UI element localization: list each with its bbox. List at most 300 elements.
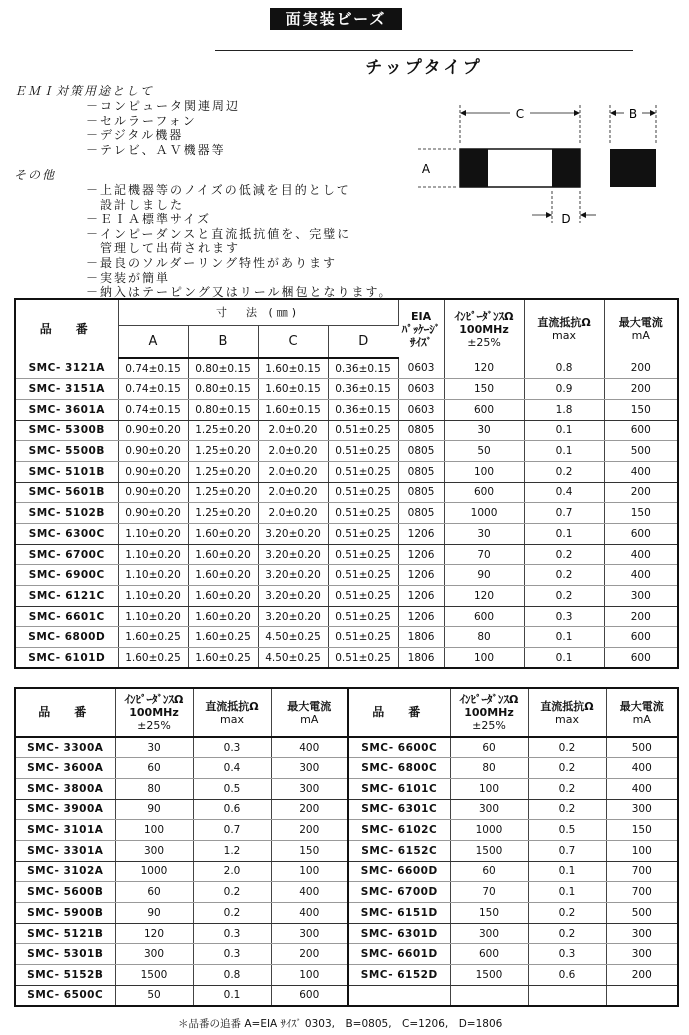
table-cell: 0.51±0.25	[328, 461, 398, 482]
part-number-cell: SMC- 5101B	[15, 461, 118, 482]
table-cell: 600	[444, 482, 524, 503]
table-cell: 1206	[398, 565, 444, 586]
part-number-cell: SMC- 5301B	[15, 944, 115, 965]
table-cell: 0.90±0.20	[118, 482, 188, 503]
table-row	[15, 482, 678, 503]
table-cell: 4.50±0.25	[258, 648, 328, 669]
table-cell: 0.1	[524, 420, 604, 441]
part-number-cell: SMC- 5600B	[15, 882, 115, 903]
table-cell: 100	[444, 648, 524, 669]
table-cell: 0.5	[528, 820, 606, 841]
table-cell: 300	[606, 923, 678, 944]
table-cell: 500	[606, 737, 678, 758]
table-cell: 600	[630, 651, 651, 664]
emi-heading: ＥＭＩ対策用途として	[14, 84, 155, 98]
table-cell: 0.51±0.25	[328, 441, 398, 462]
part-number-cell: SMC- 6600C	[348, 737, 450, 758]
table-row	[15, 758, 678, 779]
table-cell: 150	[444, 379, 524, 400]
table-cell: 1.8	[524, 399, 604, 420]
table-cell: 0.1	[528, 882, 606, 903]
table-cell: 3.20±0.20	[258, 524, 328, 545]
part-number-cell: SMC- 3900A	[15, 799, 115, 820]
table-row	[15, 840, 678, 861]
table-cell: 300	[271, 778, 348, 799]
table-cell: 90	[115, 799, 193, 820]
table-cell: 400	[271, 737, 348, 758]
table-cell: 200	[271, 944, 348, 965]
table-row	[15, 441, 678, 462]
table-cell: 0.51±0.25	[328, 544, 398, 565]
table-row	[15, 737, 678, 758]
cur-right-line1: 最大電流	[619, 699, 664, 713]
table-row	[15, 399, 678, 420]
table-cell: 70	[444, 544, 524, 565]
feature-item: －上記機器等のノイズの低減を目的として	[86, 183, 351, 197]
table-cell: 0.4	[193, 758, 271, 779]
col-dc-resistance-left	[193, 688, 271, 737]
part-number-cell: SMC- 6900C	[15, 565, 118, 586]
table-cell: 200	[606, 965, 678, 986]
table-cell: 0.74±0.15	[118, 399, 188, 420]
part-number-cell: SMC- 3102A	[15, 861, 115, 882]
table-cell: 400	[606, 778, 678, 799]
table-cell: 1.60±0.20	[188, 606, 258, 627]
imp-right-line1: ｲﾝﾋﾟｰﾀﾞﾝｽΩ	[459, 693, 519, 706]
col-max-current	[604, 299, 678, 358]
table-cell: 0.2	[528, 758, 606, 779]
chip-right-terminal	[552, 149, 580, 187]
part-number-cell: SMC- 6301D	[348, 923, 450, 944]
table-cell: 60	[450, 737, 528, 758]
table-cell: 600	[444, 606, 524, 627]
table-cell: 600	[604, 420, 678, 441]
table-cell: 2.0±0.20	[258, 482, 328, 503]
table-cell: 30	[444, 524, 524, 545]
table-row	[15, 420, 678, 441]
table-cell: 50	[115, 985, 193, 1006]
cur-right-line2: mA	[632, 712, 651, 726]
part-number-cell: SMC- 6700C	[15, 544, 118, 565]
table-cell: 2.0±0.20	[258, 503, 328, 524]
dim-label-d: D	[561, 212, 571, 226]
table-cell: 0.36±0.15	[328, 358, 398, 379]
table-cell: 1.60±0.25	[118, 627, 188, 648]
dcr-line1: 直流抵抗Ω	[537, 316, 591, 329]
imp-left-line3: ±25%	[137, 719, 171, 732]
dcr-line2: max	[552, 329, 577, 342]
part-number-cell: SMC- 6700D	[348, 882, 450, 903]
table-cell: 120	[444, 358, 524, 379]
spec-table-impedance	[14, 687, 679, 1007]
part-number-cell: SMC- 5601B	[15, 482, 118, 503]
table-cell: 0.8	[193, 965, 271, 986]
table-cell: 1.10±0.20	[118, 565, 188, 586]
table-cell: 0.3	[524, 606, 604, 627]
table-cell: 0.36±0.15	[328, 399, 398, 420]
table-cell: 2.0±0.20	[258, 441, 328, 462]
imp-line1: ｲﾝﾋﾟｰﾀﾞﾝｽΩ	[454, 309, 514, 323]
part-number-cell: SMC- 6101D	[15, 648, 118, 669]
feature-item: －インピーダンスと直流抵抗値を、完璧に	[86, 226, 352, 241]
table-cell: 0.2	[524, 544, 604, 565]
table-cell: 1.10±0.20	[118, 586, 188, 607]
table-cell: 0.3	[193, 737, 271, 758]
table-cell: 1806	[398, 627, 444, 648]
table-cell: 3.20±0.20	[258, 544, 328, 565]
imp-left-line1: ｲﾝﾋﾟｰﾀﾞﾝｽΩ	[124, 693, 184, 706]
table-cell: 600	[444, 399, 524, 420]
table-cell: 600	[271, 985, 348, 1006]
table-row	[15, 503, 678, 524]
table-cell: 500	[604, 441, 678, 462]
table-cell: 1.60±0.15	[258, 379, 328, 400]
table-cell: 3.20±0.20	[258, 565, 328, 586]
table-cell: 400	[604, 544, 678, 565]
table-cell: 0.8	[524, 358, 604, 379]
part-number-cell: SMC- 3301A	[15, 840, 115, 861]
table-row	[15, 461, 678, 482]
table-cell: 1000	[450, 820, 528, 841]
table-cell: 0.80±0.15	[188, 379, 258, 400]
table-cell: 0.74±0.15	[118, 379, 188, 400]
cur-line2: mA	[631, 329, 650, 342]
table-cell: 1000	[115, 861, 193, 882]
imp-line2: 100MHz	[459, 322, 509, 336]
table-cell: 0.5	[193, 778, 271, 799]
table-cell: 0.51±0.25	[328, 586, 398, 607]
table-cell: 300	[115, 840, 193, 861]
table-row	[15, 524, 678, 545]
table-cell: 0.74±0.15	[118, 358, 188, 379]
col-eia-size	[398, 299, 444, 358]
cur-left-line1: 最大電流	[287, 699, 332, 713]
table-cell: 0.3	[193, 923, 271, 944]
table-cell: 0.2	[528, 737, 606, 758]
table-cell: 1206	[398, 524, 444, 545]
table-cell: 0.2	[524, 586, 604, 607]
table-cell: 100	[271, 965, 348, 986]
col-part-number-right: 品 番	[348, 688, 450, 737]
cur-left-line2: mA	[300, 712, 319, 726]
table-cell: 100	[606, 840, 678, 861]
dcr-right-line2: max	[555, 712, 579, 726]
table-cell: 0.9	[524, 379, 604, 400]
table-cell: 1500	[450, 965, 528, 986]
table-cell: 300	[271, 758, 348, 779]
table-cell: 600	[450, 944, 528, 965]
table-cell: 0.1	[524, 441, 604, 462]
table-cell: 100	[271, 861, 348, 882]
table-cell: 300	[115, 944, 193, 965]
table-cell: 0603	[398, 358, 444, 379]
table-cell: 0.1	[193, 985, 271, 1006]
table-cell: 80	[444, 627, 524, 648]
table-cell: 0.3	[193, 944, 271, 965]
table-cell: 1.60±0.20	[188, 565, 258, 586]
table-cell: 0603	[398, 379, 444, 400]
col-dim-c: C	[258, 325, 328, 358]
table-cell: 1.25±0.20	[188, 441, 258, 462]
table-cell	[528, 985, 606, 1006]
table-cell: 0805	[398, 420, 444, 441]
eia-line1: EIA	[410, 309, 432, 323]
table-cell: 0603	[398, 399, 444, 420]
table-cell: 30	[444, 420, 524, 441]
table-cell: 1.2	[193, 840, 271, 861]
table-row	[15, 606, 678, 627]
col-dimensions: 寸 法 (㎜)	[118, 299, 398, 325]
table-cell: 3.20±0.20	[258, 586, 328, 607]
table-cell: 1500	[115, 965, 193, 986]
table-cell: 60	[115, 882, 193, 903]
table-cell: 150	[604, 503, 678, 524]
table-cell: 700	[606, 882, 678, 903]
table-cell: 1806	[398, 648, 444, 669]
imp-right-line2: 100MHz	[464, 706, 514, 719]
dim-label-b: B	[628, 107, 638, 121]
eia-line2: ﾊﾟｯｹｰｼﾞ	[401, 322, 441, 336]
table-cell: 100	[444, 461, 524, 482]
table-cell: 1.60±0.15	[258, 399, 328, 420]
table-cell: 0.3	[528, 944, 606, 965]
table-cell: 200	[604, 379, 678, 400]
table-cell: 1206	[398, 544, 444, 565]
table-row	[15, 903, 678, 924]
col-dc-resistance-right	[528, 688, 606, 737]
table-cell: 80	[115, 778, 193, 799]
table-cell: 80	[450, 758, 528, 779]
table-cell: 1000	[444, 503, 524, 524]
table-cell: 150	[450, 903, 528, 924]
table-row	[15, 882, 678, 903]
table-cell: 1.60±0.25	[188, 648, 258, 669]
table-cell: 70	[450, 882, 528, 903]
table-cell: 150	[604, 399, 678, 420]
table-cell: 90	[115, 903, 193, 924]
col-impedance-right	[450, 688, 528, 737]
table-cell: 1.60±0.25	[118, 648, 188, 669]
feature-item: －コンピュータ関連周辺	[86, 99, 241, 113]
table-cell: 200	[271, 820, 348, 841]
table-cell: 0805	[398, 461, 444, 482]
part-number-cell: SMC- 6152C	[348, 840, 450, 861]
table-cell: 400	[604, 565, 678, 586]
table-cell: 0.90±0.20	[118, 503, 188, 524]
table-cell: 1206	[398, 586, 444, 607]
table-cell: 0805	[398, 482, 444, 503]
table-cell: 0.2	[524, 565, 604, 586]
part-number-cell: SMC- 6800C	[348, 758, 450, 779]
table-cell: 0.7	[524, 503, 604, 524]
table-cell: 1.60±0.25	[188, 627, 258, 648]
table-cell: 400	[271, 903, 348, 924]
part-number-cell: SMC- 3121A	[15, 358, 118, 379]
table-cell: 1500	[450, 840, 528, 861]
feature-item: 設計しました	[86, 197, 185, 212]
part-number-cell: SMC- 6500C	[15, 985, 115, 1006]
table-cell: 0.2	[528, 903, 606, 924]
table-cell: 600	[604, 524, 678, 545]
part-number-cell: SMC- 3151A	[15, 379, 118, 400]
table-cell: 600	[604, 627, 678, 648]
feature-item: －実装が簡単	[86, 270, 171, 285]
other-heading: その他	[14, 168, 57, 182]
table-cell: 1.25±0.20	[188, 503, 258, 524]
feature-item: －セルラーフォン	[86, 113, 197, 128]
table-cell: 120	[444, 586, 524, 607]
part-number-cell: SMC- 6151D	[348, 903, 450, 924]
table-row	[15, 544, 678, 565]
part-number-cell: SMC- 3800A	[15, 778, 115, 799]
table-cell: 30	[115, 737, 193, 758]
table-cell: 60	[115, 758, 193, 779]
page-title: 面実装ビーズ	[270, 8, 402, 30]
part-number-cell: SMC- 5121B	[15, 923, 115, 944]
table-cell: 400	[271, 882, 348, 903]
part-number-cell: SMC- 5102B	[15, 503, 118, 524]
table-cell: 2.0±0.20	[258, 461, 328, 482]
dcr-right-line1: 直流抵抗Ω	[540, 699, 594, 713]
table-cell: 90	[444, 565, 524, 586]
part-number-cell	[348, 985, 450, 1006]
table-cell: 0.51±0.25	[328, 648, 398, 669]
table-cell: 0.36±0.15	[328, 379, 398, 400]
part-number-cell: SMC- 6301C	[348, 799, 450, 820]
table-cell: 0.51±0.25	[328, 503, 398, 524]
col-part-number-left: 品 番	[15, 688, 115, 737]
table-cell: 0.1	[524, 648, 604, 669]
table-cell: 0.2	[193, 903, 271, 924]
table-row	[15, 379, 678, 400]
table-cell: 0805	[398, 441, 444, 462]
table-cell: 200	[604, 358, 678, 379]
col-max-current-right	[606, 688, 678, 737]
dcr-left-line2: max	[220, 712, 244, 726]
table-cell: 0.80±0.15	[188, 399, 258, 420]
part-number-cell: SMC- 6601C	[15, 606, 118, 627]
table-cell: 3.20±0.20	[258, 606, 328, 627]
table-cell: 1.25±0.20	[188, 461, 258, 482]
table-cell: 0805	[398, 503, 444, 524]
table-cell: 120	[115, 923, 193, 944]
table-cell: 1.60±0.15	[258, 358, 328, 379]
table-cell: 0.90±0.20	[118, 461, 188, 482]
imp-right-line3: ±25%	[472, 719, 506, 732]
table-cell: 1.25±0.20	[188, 420, 258, 441]
table-cell: 0.51±0.25	[328, 565, 398, 586]
table-cell: 500	[606, 903, 678, 924]
table-cell	[450, 985, 528, 1006]
table-cell: 1.10±0.20	[118, 524, 188, 545]
col-dim-a: A	[118, 325, 188, 358]
chip-end-view	[610, 149, 656, 187]
table-cell: 2.0±0.20	[258, 420, 328, 441]
dcr-left-line1: 直流抵抗Ω	[205, 699, 259, 713]
col-dim-d: D	[328, 325, 398, 358]
table-row	[15, 923, 678, 944]
table-cell: 300	[271, 923, 348, 944]
chip-left-terminal	[460, 149, 488, 187]
table-cell: 700	[606, 861, 678, 882]
table-cell: 0.2	[528, 799, 606, 820]
table-cell: 300	[606, 799, 678, 820]
table-cell: 0.1	[524, 627, 604, 648]
part-number-cell: SMC- 6600D	[348, 861, 450, 882]
table-cell: 400	[606, 758, 678, 779]
table-cell: 150	[606, 820, 678, 841]
feature-item: －納入はテーピング又はリール梱包となります。	[86, 285, 393, 300]
table-cell: 1.10±0.20	[118, 544, 188, 565]
part-number-cell: SMC- 6102C	[348, 820, 450, 841]
table-row	[15, 565, 678, 586]
emi-list	[86, 99, 240, 157]
table-cell: 1.60±0.20	[188, 544, 258, 565]
table-cell: 0.2	[528, 778, 606, 799]
table-cell: 400	[604, 461, 678, 482]
table-cell: 100	[450, 778, 528, 799]
feature-item: 管理して出荷されます	[86, 241, 241, 256]
table-row	[15, 648, 678, 669]
table-cell: 100	[115, 820, 193, 841]
table-cell: 300	[450, 923, 528, 944]
col-dc-resistance	[524, 299, 604, 358]
table-row	[15, 944, 678, 965]
part-number-cell: SMC- 5152B	[15, 965, 115, 986]
table-row	[15, 627, 678, 648]
part-number-cell: SMC- 3101A	[15, 820, 115, 841]
col-part-number: 品 番	[15, 299, 118, 358]
part-number-cell: SMC- 6601D	[348, 944, 450, 965]
table-cell: 300	[606, 944, 678, 965]
table-cell: 1206	[398, 606, 444, 627]
part-number-cell: SMC- 5300B	[15, 420, 118, 441]
table-cell: 4.50±0.25	[258, 627, 328, 648]
part-number-cell: SMC- 3300A	[15, 737, 115, 758]
table-cell: 0.2	[528, 923, 606, 944]
table-row	[15, 820, 678, 841]
table-cell: 200	[604, 606, 678, 627]
table-cell: 0.7	[528, 840, 606, 861]
chip-dimension-diagram	[410, 95, 670, 230]
col-dim-b: B	[188, 325, 258, 358]
cur-line1: 最大電流	[618, 316, 663, 329]
subtitle-rule	[215, 50, 633, 51]
table-cell: 150	[271, 840, 348, 861]
feature-item: －最良のソルダーリング特性があります	[86, 255, 338, 270]
col-impedance	[444, 299, 524, 358]
part-number-cell: SMC- 5900B	[15, 903, 115, 924]
feature-item: －デジタル機器	[86, 128, 184, 143]
part-number-cell: SMC- 6121C	[15, 586, 118, 607]
dim-label-a: A	[421, 162, 431, 176]
part-number-cell: SMC- 5500B	[15, 441, 118, 462]
feature-item: －テレビ、ＡＶ機器等	[86, 142, 226, 157]
table-cell: 0.2	[524, 461, 604, 482]
table-cell: 0.51±0.25	[328, 627, 398, 648]
table-cell: 50	[444, 441, 524, 462]
imp-left-line2: 100MHz	[129, 706, 179, 719]
page-subtitle: チップタイプ	[365, 58, 483, 78]
table-cell: 0.90±0.20	[118, 420, 188, 441]
other-list	[86, 183, 393, 300]
feature-item: －ＥＩＡ標準サイズ	[86, 212, 212, 227]
part-number-cell: SMC- 6152D	[348, 965, 450, 986]
table-cell: 300	[450, 799, 528, 820]
dim-label-c: C	[515, 107, 525, 121]
table-row	[15, 586, 678, 607]
table-cell: 0.90±0.20	[118, 441, 188, 462]
